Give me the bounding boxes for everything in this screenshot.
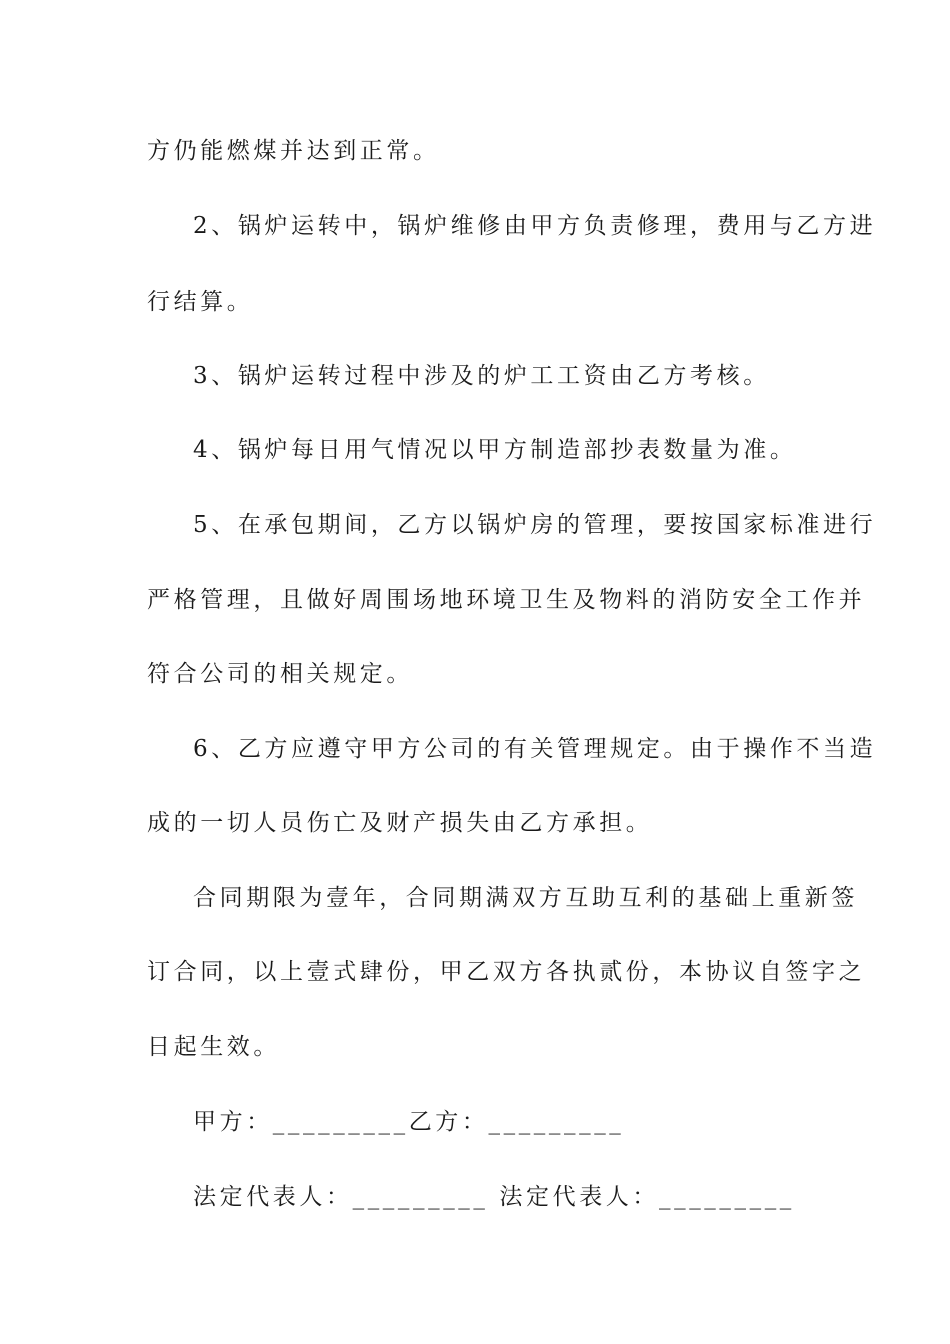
clause-2: 2、锅炉运转中，锅炉维修由甲方负责修理，费用与乙方进 <box>193 213 877 239</box>
contract-term: 合同期限为壹年，合同期满双方互助互利的基础上重新签 <box>193 885 858 911</box>
paragraph-line: 严格管理，且做好周围场地环境卫生及物料的消防安全工作并 <box>147 587 866 613</box>
paragraph-line: 方仍能燃煤并达到正常。 <box>147 138 440 164</box>
clause-5: 5、在承包期间，乙方以锅炉房的管理，要按国家标准进行 <box>193 512 877 538</box>
representative-signature-line: 法定代表人：_________ 法定代表人：_________ <box>193 1184 795 1210</box>
paragraph-line: 订合同，以上壹式肆份，甲乙双方各执贰份，本协议自签字之 <box>147 959 866 985</box>
paragraph-line: 成的一切人员伤亡及财产损失由乙方承担。 <box>147 810 653 836</box>
paragraph-line: 行结算。 <box>147 289 254 315</box>
clause-4: 4、锅炉每日用气情况以甲方制造部抄表数量为准。 <box>193 437 797 463</box>
clause-3: 3、锅炉运转过程中涉及的炉工工资由乙方考核。 <box>193 363 770 389</box>
paragraph-line: 日起生效。 <box>147 1034 280 1060</box>
party-signature-line: 甲方：_________乙方：_________ <box>193 1109 625 1135</box>
clause-6: 6、乙方应遵守甲方公司的有关管理规定。由于操作不当造 <box>193 736 877 762</box>
paragraph-line: 符合公司的相关规定。 <box>147 661 413 687</box>
